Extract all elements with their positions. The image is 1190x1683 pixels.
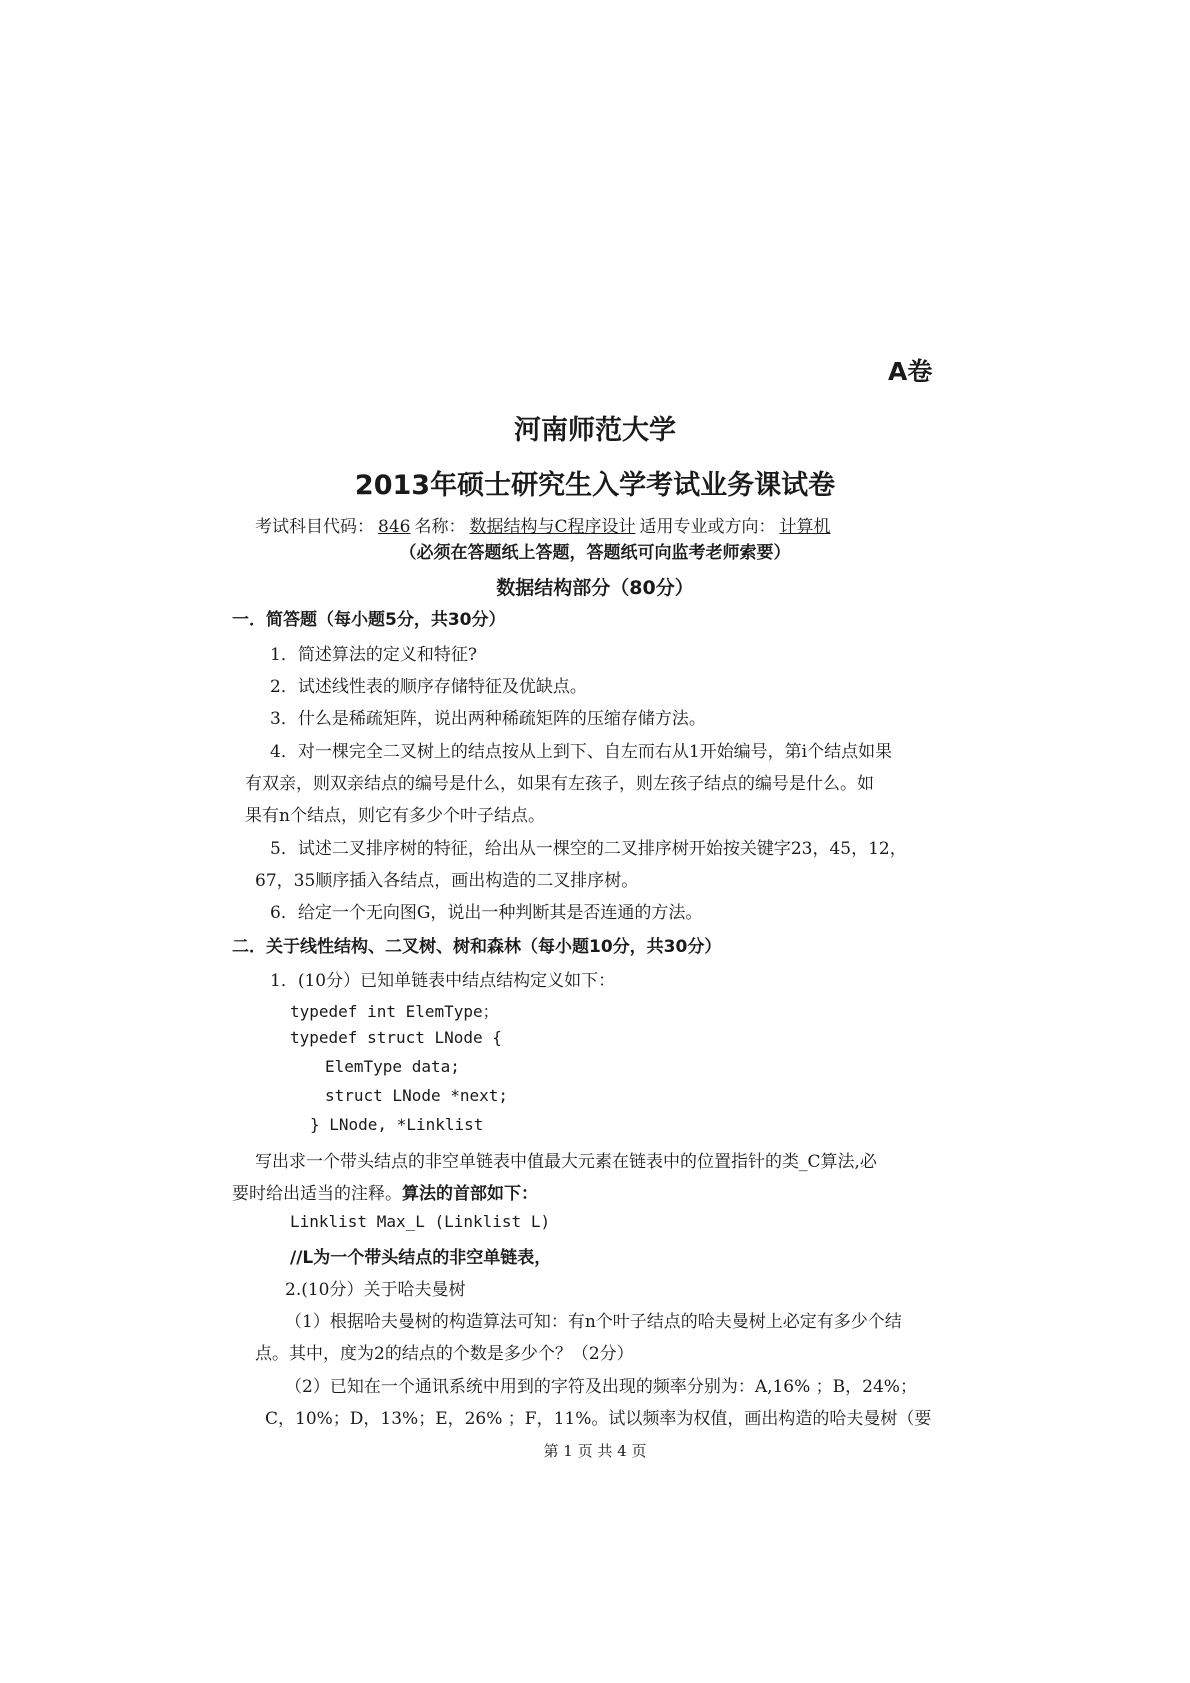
- page-footer: 第 1 页 共 4 页: [543, 1442, 647, 1460]
- name-label: 名称：: [414, 517, 466, 537]
- code-label: 考试科目代码：: [255, 517, 374, 537]
- part1-line: 有双亲，则双亲结点的编号是什么，如果有左孩子，则左孩子结点的编号是什么。如: [245, 774, 874, 794]
- q2-line: （2）已知在一个通讯系统中用到的字符及出现的频率分别为：A,16% ；B，24%；: [285, 1377, 917, 1397]
- part1-line: 5．试述二叉排序树的特征，给出从一棵空的二叉排序树开始按关键字23，45，12，: [270, 839, 907, 859]
- code-line: typedef struct LNode {: [290, 1028, 502, 1047]
- q1-text: [232, 1179, 538, 1204]
- paper-label: A卷: [888, 357, 933, 386]
- q1-intro: 1．(10分）已知单链表中结点结构定义如下：: [270, 971, 616, 991]
- q1-text-bold: 算法的首部如下：: [402, 1184, 538, 1204]
- part1-line: 67，35顺序插入各结点，画出构造的二叉排序树。: [255, 871, 639, 891]
- code-line: ElemType data;: [325, 1057, 460, 1076]
- q2-line: （1）根据哈夫曼树的构造算法可知：有n个叶子结点的哈夫曼树上必定有多少个结: [285, 1312, 902, 1332]
- code-line: } LNode, *Linklist: [310, 1115, 484, 1134]
- notice: （必须在答题纸上答题，答题纸可向监考老师索要）: [399, 543, 791, 563]
- code-comment: //L为一个带头结点的非空单链表，: [290, 1248, 552, 1268]
- part1-line: 4．对一棵完全二叉树上的结点按从上到下、自左而右从1开始编号，第i个结点如果: [270, 742, 893, 762]
- part1-line: 6．给定一个无向图G，说出一种判断其是否连通的方法。: [270, 903, 703, 923]
- q2-intro: 2.(10分）关于哈夫曼树: [285, 1280, 466, 1300]
- q2-line: C，10%；D，13%；E，26% ；F，11%。试以频率为权值，画出构造的哈夫曼树（要: [265, 1409, 932, 1429]
- q1-text-plain: 要时给出适当的注释。: [232, 1184, 402, 1204]
- exam-title: 2013年硕士研究生入学考试业务课试卷: [354, 470, 836, 501]
- name-value: 数据结构与C程序设计: [469, 517, 636, 537]
- part2-heading: 二．关于线性结构、二叉树、树和森林（每小题10分，共30分）: [232, 937, 722, 957]
- part1-heading: 一．简答题（每小题5分，共30分）: [232, 610, 506, 630]
- exam-info: [255, 512, 834, 537]
- university-title: 河南师范大学: [514, 415, 676, 446]
- part1-line: 1．简述算法的定义和特征?: [270, 645, 477, 665]
- code-line: typedef int ElemType；: [290, 1002, 499, 1021]
- code-value: 846: [378, 517, 411, 537]
- code-line: struct LNode *next;: [325, 1086, 509, 1105]
- section-title: 数据结构部分（80分）: [496, 577, 694, 599]
- q1-text: 写出求一个带头结点的非空单链表中值最大元素在链表中的位置指针的类_C算法,必: [255, 1152, 877, 1172]
- q2-line: 点。其中，度为2的结点的个数是多少个？（2分）: [255, 1344, 634, 1364]
- code-signature: Linklist Max_L (Linklist L): [290, 1212, 551, 1231]
- part1-line: 果有n个结点，则它有多少个叶子结点。: [245, 806, 545, 826]
- major-label: 适用专业或方向：: [639, 517, 776, 537]
- part1-line: 2．试述线性表的顺序存储特征及优缺点。: [270, 677, 587, 697]
- major-value: 计算机: [779, 517, 831, 537]
- part1-line: 3．什么是稀疏矩阵，说出两种稀疏矩阵的压缩存储方法。: [270, 709, 706, 729]
